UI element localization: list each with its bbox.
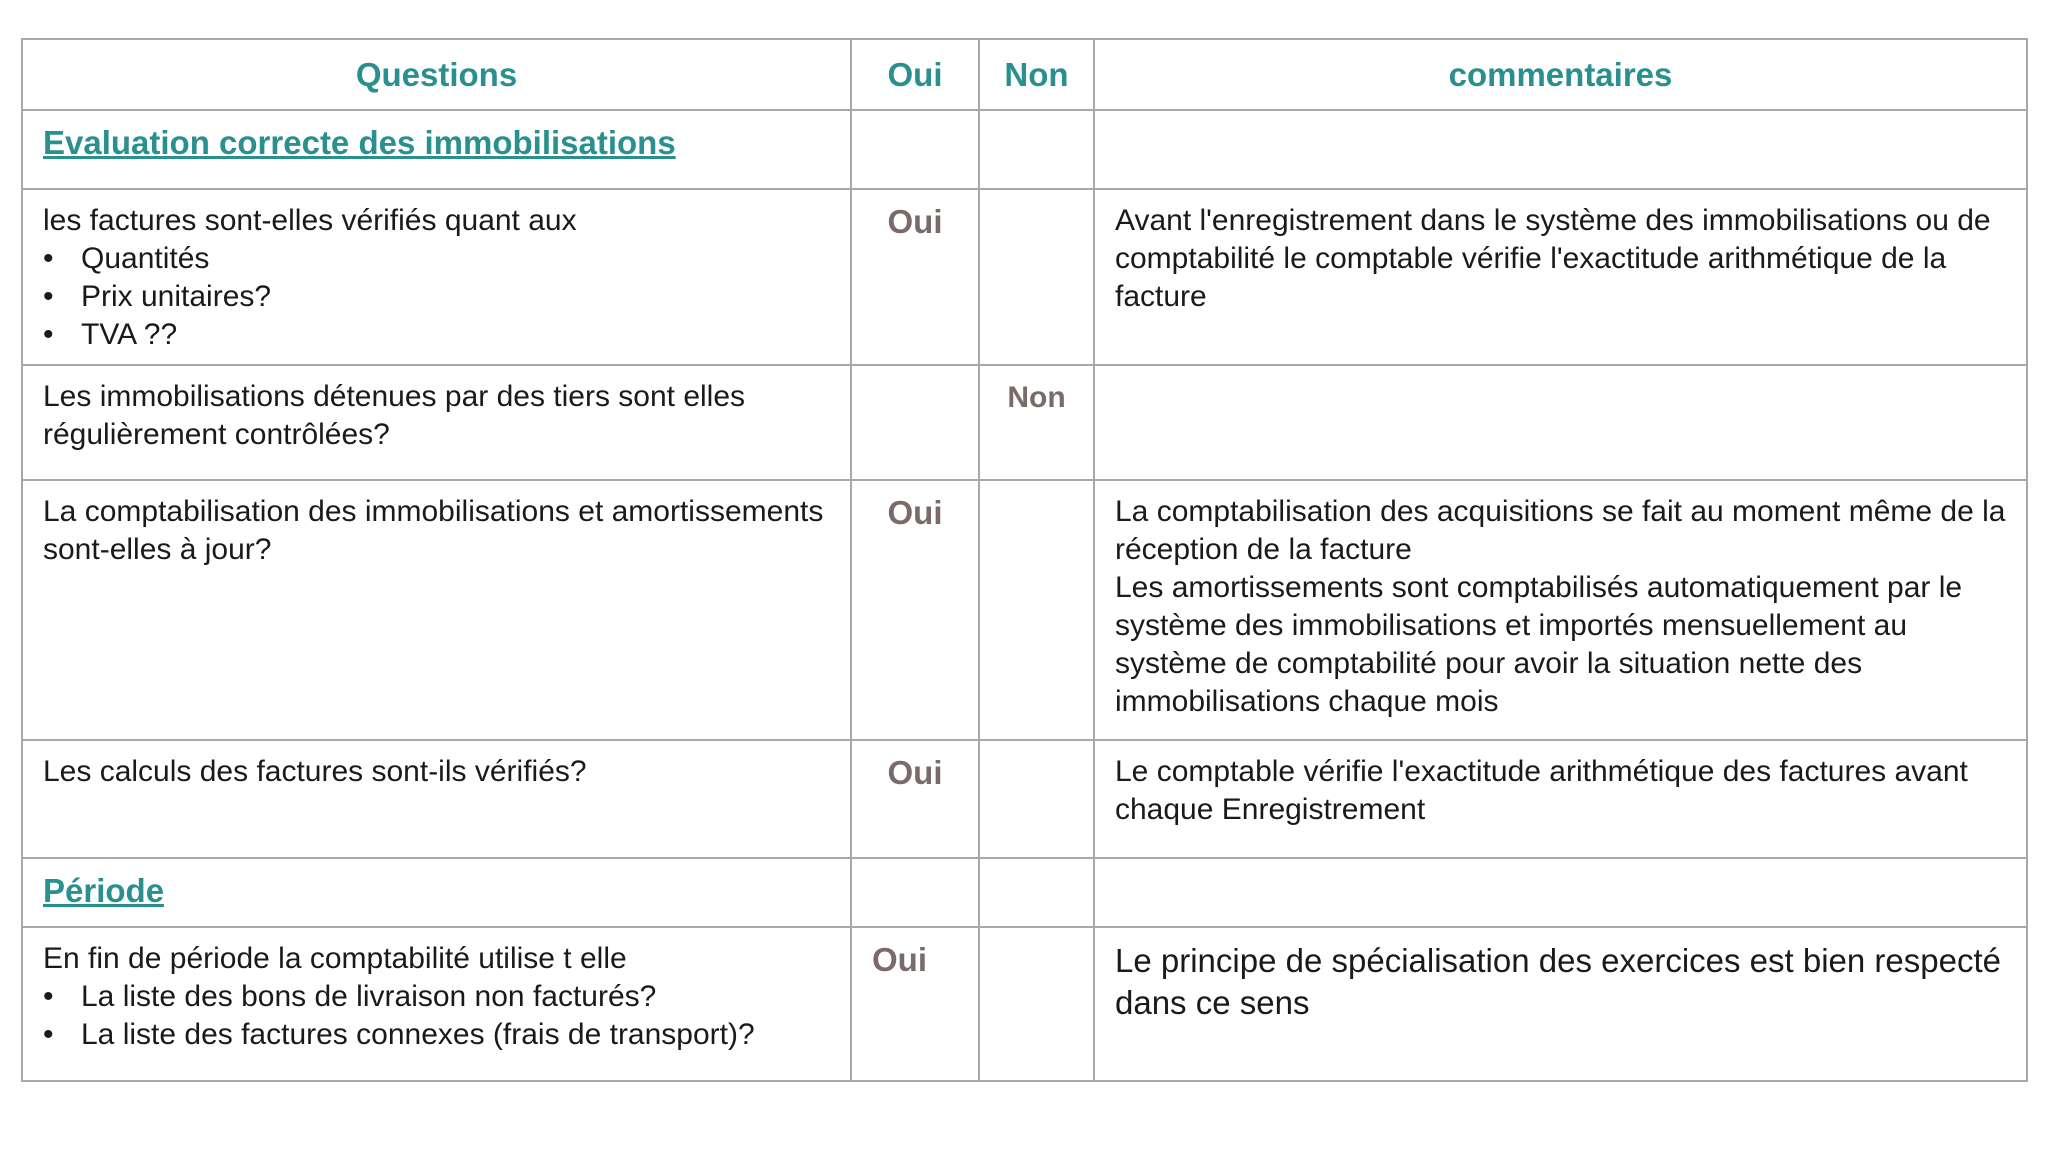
question-cell: La comptabilisation des immobilisations et amortissements sont-elles à jour? <box>43 495 824 566</box>
list-item: • TVA ?? <box>43 316 830 354</box>
list-item: • La liste des factures connexes (frais de transport)? <box>43 1016 830 1054</box>
table-row <box>22 740 2027 858</box>
question-cell <box>23 928 850 1064</box>
question-intro: les factures sont-elles vérifiés quant aux <box>43 204 577 237</box>
header-commentaires: commentaires <box>1094 39 2027 110</box>
header-oui: Oui <box>851 39 979 110</box>
table-row <box>22 927 2027 1081</box>
comment-cell: Le comptable vérifie l'exactitude arithmétique des factures avant chaque Enregistrement <box>1115 755 1968 826</box>
answer-oui: Oui <box>887 754 943 791</box>
question-cell <box>23 190 850 364</box>
comment-cell <box>1095 481 2026 731</box>
question-cell: Les immobilisations détenues par des tiers sont elles régulièrement contrôlées? <box>43 380 746 451</box>
comment-cell: Le principe de spécialisation des exercices est bien respecté dans ce sens <box>1115 942 2002 1021</box>
question-intro: En fin de période la comptabilité utilise t elle <box>43 942 627 975</box>
header-non: Non <box>979 39 1094 110</box>
answer-non: Non <box>1007 381 1066 414</box>
list-item: • La liste des bons de livraison non facturés? <box>43 978 830 1016</box>
section-row-evaluation <box>22 110 2027 189</box>
header-questions: Questions <box>22 39 851 110</box>
answer-oui: Oui <box>887 203 943 240</box>
section-title-evaluation: Evaluation correcte des immobilisations <box>43 124 676 161</box>
list-item: • Quantités <box>43 240 830 278</box>
answer-oui: Oui <box>872 941 927 978</box>
answer-oui: Oui <box>887 494 943 531</box>
comment-line: Les amortissements sont comptabilisés automatiquement par le système des immobilisations et importés mensuellement au système de comptabilité pour avoir la situation nette des immobilisations chaque mois <box>1115 571 1963 718</box>
table-row <box>22 365 2027 480</box>
comment-cell <box>1095 366 2026 388</box>
comment-cell: Avant l'enregistrement dans le système des immobilisations ou de comptabilité le comptable vérifie l'exactitude arithmétique de la facture <box>1115 204 1991 313</box>
list-item: • Prix unitaires? <box>43 278 830 316</box>
section-title-periode: Période <box>43 872 165 909</box>
header-row <box>22 39 2027 110</box>
table-row <box>22 189 2027 365</box>
question-cell: Les calculs des factures sont-ils vérifiés? <box>43 755 587 788</box>
bullet-list <box>43 240 830 354</box>
audit-checklist-table <box>21 38 2028 1082</box>
table-row <box>22 480 2027 740</box>
section-row-periode <box>22 858 2027 927</box>
bullet-list <box>43 978 830 1054</box>
comment-line: La comptabilisation des acquisitions se fait au moment même de la réception de la facture <box>1115 495 2006 566</box>
